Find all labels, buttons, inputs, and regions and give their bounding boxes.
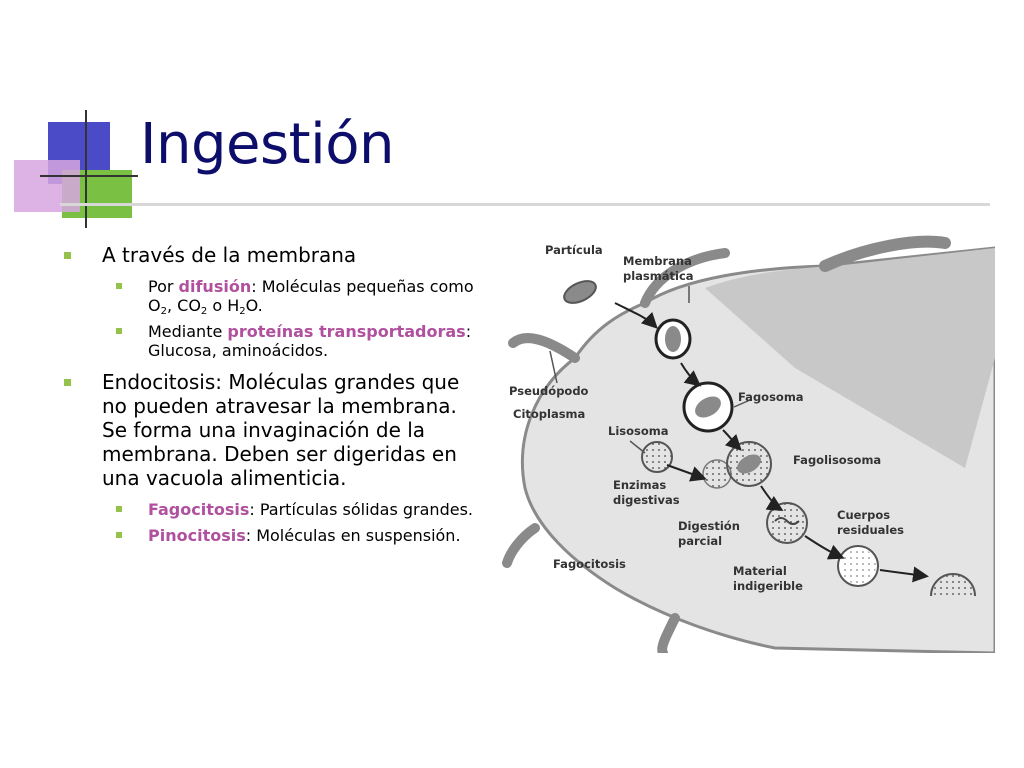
label-enzimas-2: digestivas [613,493,680,507]
decorative-squares [0,0,140,230]
sub-bullet-pinocytosis [62,526,482,545]
label-citoplasma: Citoplasma [513,407,586,421]
sub-bullet-diffusion [62,277,482,315]
o2-subscript: 2 [160,306,167,317]
sub-bullet-proteins [62,322,482,360]
label-fagolisosoma: Fagolisosoma [793,453,882,467]
h2o-subscript: 2 [239,306,246,317]
proteins-term: proteínas transportadoras [227,322,466,341]
label-cuerpos-1: Cuerpos [837,508,891,522]
bullet-membrane-text: A través de la membrana [102,243,357,267]
bullet-square-icon [116,532,122,538]
partial-digestion-shape [767,503,807,543]
label-membrana-2: plasmática [623,269,694,283]
label-lisosoma: Lisosoma [608,424,669,438]
diffusion-text: : Moléculas pequeñas como O [148,277,474,315]
bullet-square-icon [64,252,71,259]
phagocytosis-diagram [495,208,995,653]
engulfed-particle-core [665,326,681,352]
pinocytosis-text: : Moléculas en suspensión. [245,526,461,545]
pseudopod-bottom [662,618,675,653]
bullet-square-icon [116,328,122,334]
label-membrana-1: Membrana [623,254,692,268]
label-cuerpos-2: residuales [837,523,905,537]
label-digestion-1: Digestión [678,519,740,533]
diffusion-h: o H [207,296,240,315]
co2-subscript: 2 [200,306,208,317]
phagocytosis-text: : Partículas sólidas grandes. [249,500,473,519]
label-material-2: indigerible [733,579,803,593]
proteins-prefix: Mediante [148,322,228,341]
bullet-square-icon [64,379,71,386]
label-particula: Partícula [545,243,603,257]
diffusion-end: O. [245,296,263,315]
diffusion-co: , CO [166,296,201,315]
bullet-membrane [62,243,482,267]
bullet-square-icon [116,506,122,512]
sub-bullet-phagocytosis [62,500,482,519]
label-fagocitosis: Fagocitosis [553,557,626,571]
lysosome-shape [642,442,672,472]
bullet-list [62,243,482,552]
proteins-text: : Glucosa, aminoácidos. [148,322,472,360]
diffusion-term: difusión [178,277,252,296]
pseudopod-left [513,338,575,358]
title-divider [60,203,990,206]
phagocytosis-term: Fagocitosis [148,500,250,519]
bullet-endocytosis-text: Endocitosis: Moléculas grandes que no pueden atravesar la membrana. Se forma una invaginación de la membrana. Deben ser digeridas en una vacuola alimenticia. [102,370,460,490]
bullet-square-icon [116,283,122,289]
label-pseudopodo: Pseudópodo [509,384,589,398]
residual-bodies-dots [840,548,876,584]
slide-title: Ingestión [140,112,394,177]
diffusion-prefix: Por [148,277,179,296]
bullet-endocytosis [62,370,482,490]
label-fagosoma: Fagosoma [738,390,804,404]
label-enzimas-1: Enzimas [613,478,667,492]
particle-shape [561,277,599,308]
label-digestion-2: parcial [678,534,723,548]
pseudopod-left-low [507,528,535,563]
label-material-1: Material [733,564,787,578]
pinocytosis-term: Pinocitosis [148,526,246,545]
